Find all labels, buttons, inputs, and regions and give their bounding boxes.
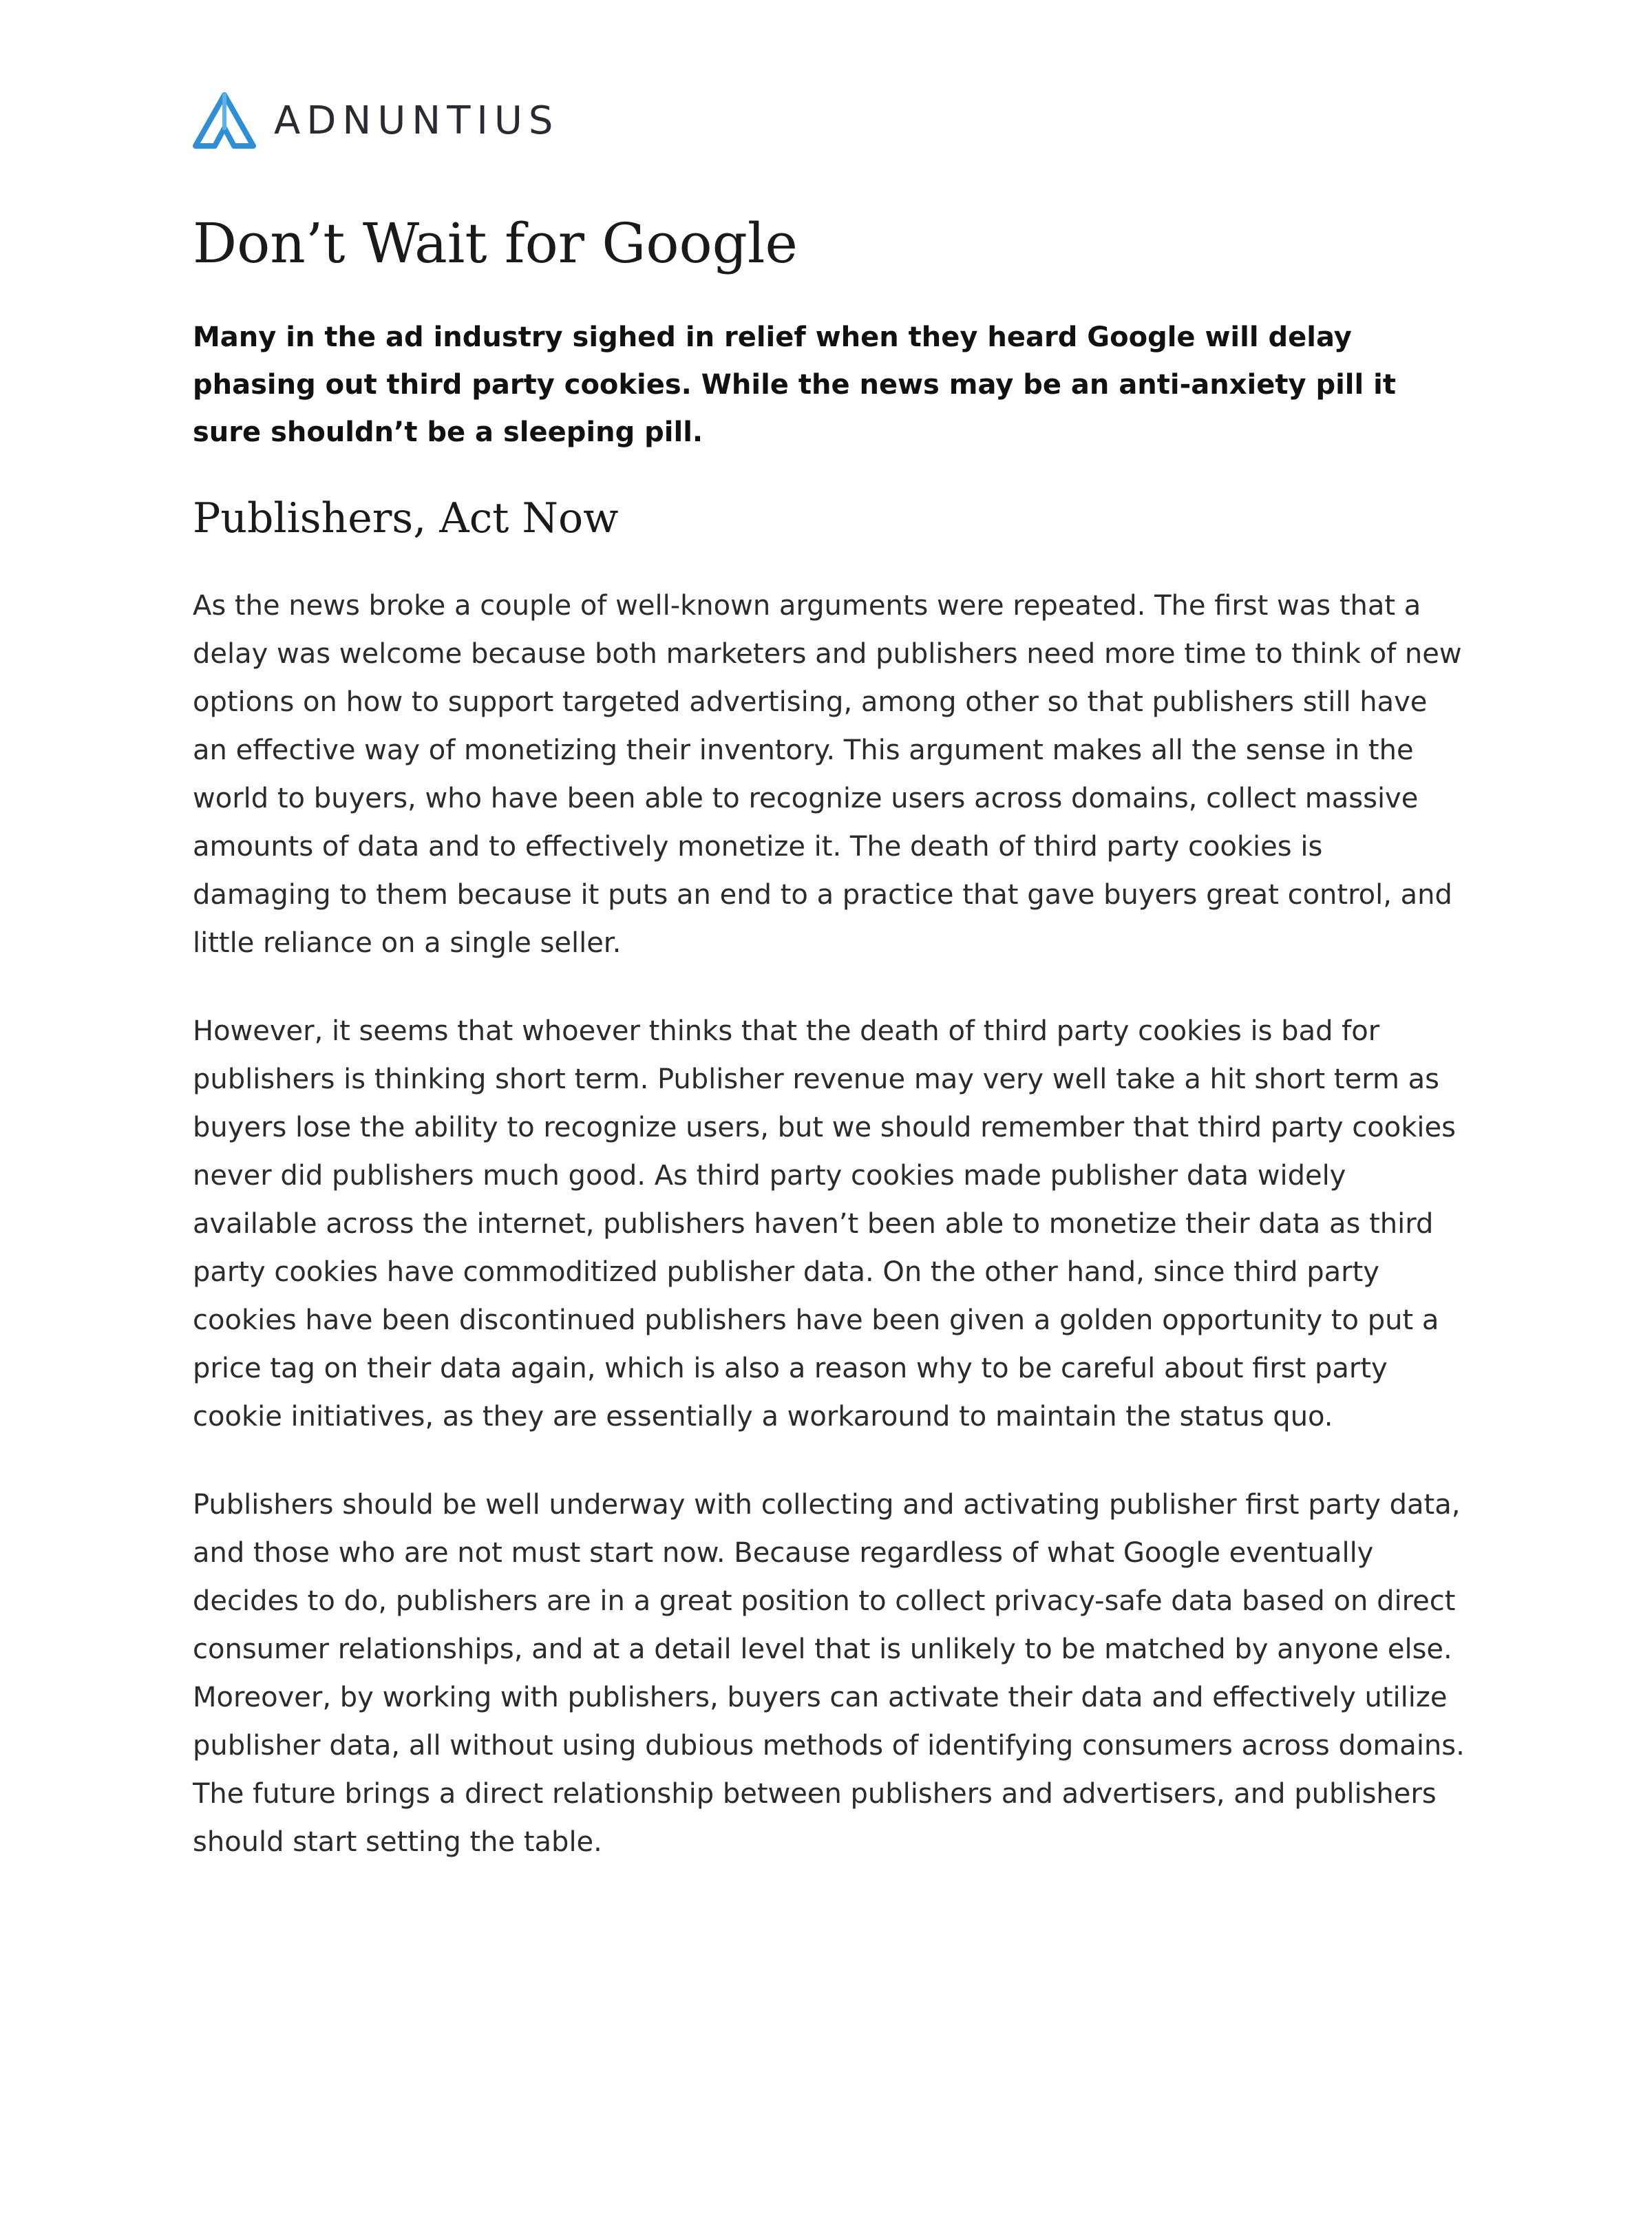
brand-name: ADNUNTIUS bbox=[274, 98, 560, 143]
article-title: Don’t Wait for Google bbox=[193, 211, 798, 275]
section-heading: Publishers, Act Now bbox=[193, 494, 619, 542]
document-page bbox=[193, 89, 1466, 1866]
body-paragraph: As the news broke a couple of well-known arguments were repeated. The first was that a delay was welcome because both marketers and publishers need more time to think of new options on how to support targeted advertising, among other so that publishers still have an effective way of monetizing their inventory. This argument makes all the sense in the world to buyers, who have been able to recognize users across domains, collect massive amounts of data and to effectively monetize it. The death of third party cookies is damaging to them because it puts an end to a practice that gave buyers great control, and little reliance on a single seller. bbox=[193, 590, 1462, 959]
body-paragraph: However, it seems that whoever thinks that the death of third party cookies is bad for publishers is thinking short term. Publisher revenue may very well take a hit short term as buyers lose the ability to recognize users, but we should remember that third party cookies never did publishers much good. As third party cookies made publisher data widely available across the internet, publishers haven’t been able to monetize their data as third party cookies have commoditized publisher data. On the other hand, since third party cookies have been discontinued publishers have been given a golden opportunity to put a price tag on their data again, which is also a reason why to be careful about first party cookie initiatives, as they are essentially a workaround to maintain the status quo. bbox=[193, 1015, 1456, 1432]
brand-logo bbox=[193, 89, 1466, 151]
adnuntius-triangle-logo-icon bbox=[193, 92, 256, 149]
article-lede: Many in the ad industry sighed in relief when they heard Google will delay phasing out third party cookies. While the news may be an anti-anxiety pill it sure shouldn’t be a sleeping pill. bbox=[193, 321, 1396, 448]
body-paragraph: Publishers should be well underway with collecting and activating publisher first party data, and those who are not must start now. Because regardless of what Google eventually decides to do, publishers are in a great position to collect privacy-safe data based on direct consumer relationships, and at a detail level that is unlikely to be matched by anyone else. Moreover, by working with publishers, buyers can activate their data and effectively utilize publisher data, all without using dubious methods of identifying consumers across domains. The future brings a direct relationship between publishers and advertisers, and publishers should start setting the table. bbox=[193, 1489, 1465, 1858]
